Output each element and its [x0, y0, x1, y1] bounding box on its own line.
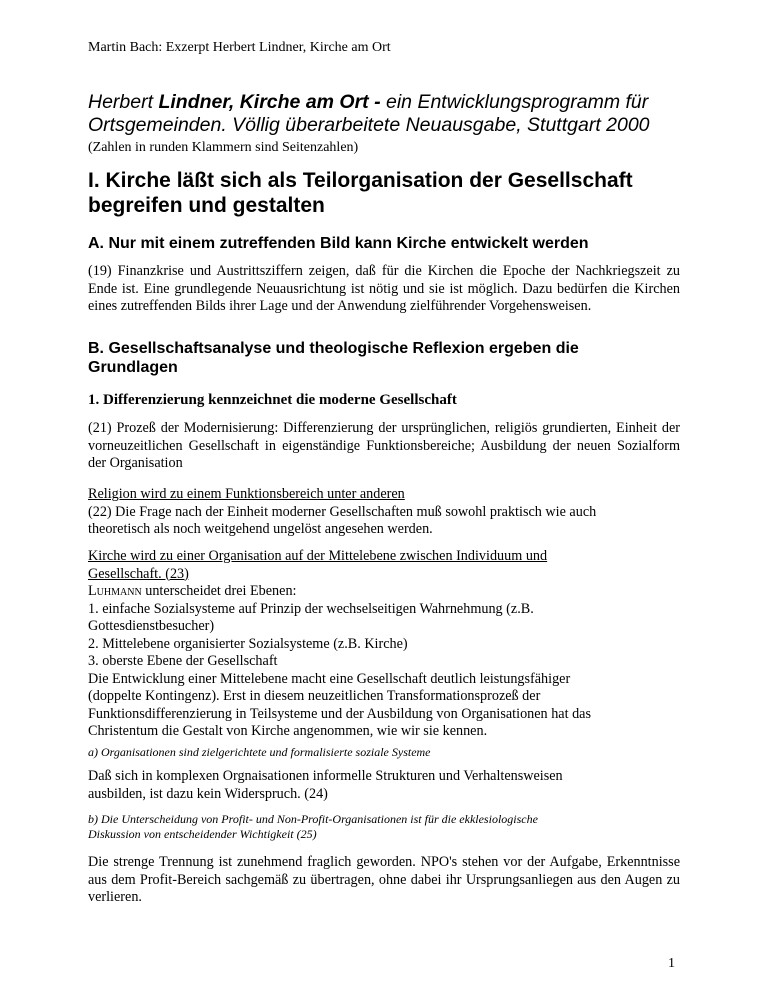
title-rest-line1: ein Entwicklungsprogramm für — [386, 91, 649, 113]
luhmann-rest: unterscheidet drei Ebenen: — [141, 583, 297, 599]
kirche-heading-line2: Gesellschaft. (23) — [88, 565, 189, 582]
luhmann-line — [88, 583, 680, 601]
subsection-1-text: (21) Prozeß der Modernisierung: Differenzierung der ursprünglichen, religiös grundierten, Einheit der vorneuzeitlichen Gesellschaft in eigenständige Funktionsbereiche; Ausbildung der neuen Sozialform der Organisation — [88, 420, 680, 471]
list-item-2: 2. Mittelebene organisierter Sozialsysteme (z.B. Kirche) — [88, 635, 408, 652]
chapter-heading-line2: begreifen und gestalten — [88, 194, 325, 217]
kirche-heading-line1: Kirche wird zu einer Organisation auf der Mittelebene zwischen Individuum und — [88, 548, 548, 564]
section-a-heading: A. Nur mit einem zutreffenden Bild kann Kirche entwickelt werden — [88, 235, 589, 252]
subsection-1-heading: 1. Differenzierung kennzeichnet die moderne Gesellschaft — [88, 392, 457, 408]
section-b-heading-line2: Grundlagen — [88, 359, 178, 376]
point-b-heading-line1: b) Die Unterscheidung von Profit- und Non-Profit-Organisationen ist für die ekklesiologische — [88, 812, 538, 826]
point-b-heading — [88, 812, 680, 842]
point-b-text: Die strenge Trennung ist zunehmend fraglich geworden. NPO's stehen vor der Aufgabe, Erkenntnisse aus dem Profit-Bereich sachgemäß zu übertragen, ohne dabei ihr Ursprungsanliegen aus den Augen zu verlieren. — [88, 854, 680, 905]
chapter-heading — [88, 168, 688, 218]
point-a-text — [88, 768, 680, 803]
section-b-heading — [88, 339, 688, 377]
point-a-line2: ausbilden, ist dazu kein Widerspruch. (24) — [88, 785, 328, 802]
point-a-line1: Daß sich in komplexen Orgnaisationen informelle Strukturen und Verhaltensweisen — [88, 768, 563, 784]
religion-text-line1: (22) Die Frage nach der Einheit moderner Gesellschaften muß sowohl praktisch wie auch — [88, 503, 597, 520]
religion-block — [88, 486, 680, 539]
document-title — [88, 91, 688, 137]
running-header: Martin Bach: Exzerpt Herbert Lindner, Kirche am Ort — [88, 40, 391, 55]
point-b-heading-line2: Diskussion von entscheidender Wichtigkeit (25) — [88, 827, 317, 841]
page-number: 1 — [668, 956, 675, 971]
conclusion-line1: Die Entwicklung einer Mittelebene macht eine Gesellschaft deutlich leistungsfähiger — [88, 670, 571, 687]
title-bold-part: Lindner, Kirche am Ort - — [158, 91, 386, 113]
religion-heading: Religion wird zu einem Funktionsbereich unter anderen — [88, 486, 405, 502]
luhmann-name: Luhmann — [88, 583, 142, 599]
title-line2: Ortsgemeinden. Völlig überarbeitete Neuausgabe, Stuttgart 2000 — [88, 114, 650, 136]
religion-text-line2: theoretisch als noch weitgehend ungelöst angesehen werden. — [88, 521, 433, 537]
page-note: (Zahlen in runden Klammern sind Seitenzahlen) — [88, 140, 359, 155]
chapter-heading-line1: I. Kirche läßt sich als Teilorganisation der Gesellschaft — [88, 169, 633, 192]
point-a-heading: a) Organisationen sind zielgerichtete und formalisierte soziale Systeme — [88, 745, 431, 759]
list-item-1-line2: Gottesdienstbesucher) — [88, 618, 215, 634]
kirche-block — [88, 548, 680, 741]
list-item-1-line1: 1. einfache Sozialsysteme auf Prinzip der wechselseitigen Wahrnehmung (z.B. — [88, 600, 534, 617]
list-item-3: 3. oberste Ebene der Gesellschaft — [88, 653, 278, 669]
conclusion-line3: Funktionsdifferenzierung in Teilsysteme und der Ausbildung von Organisationen hat das — [88, 705, 591, 722]
section-b-heading-line1: B. Gesellschaftsanalyse und theologische Reflexion ergeben die — [88, 340, 579, 357]
title-author-first: Herbert — [88, 91, 159, 113]
conclusion-line4: Christentum die Gestalt von Kirche angenommen, wie wir sie kennen. — [88, 723, 488, 739]
section-a-text: (19) Finanzkrise und Austrittsziffern zeigen, daß für die Kirchen die Epoche der Nachkriegszeit zu Ende ist. Eine grundlegende Neuausrichtung ist nötig und sie ist möglich. Dazu bedürfen die Kirchen eines zutreffenden Bilds ihrer Lage und der Anwendung zielführender Vorgehensweisen. — [88, 263, 680, 314]
conclusion-line2: (doppelte Kontingenz). Erst in diesem neuzeitlichen Transformationsprozeß der — [88, 688, 541, 704]
